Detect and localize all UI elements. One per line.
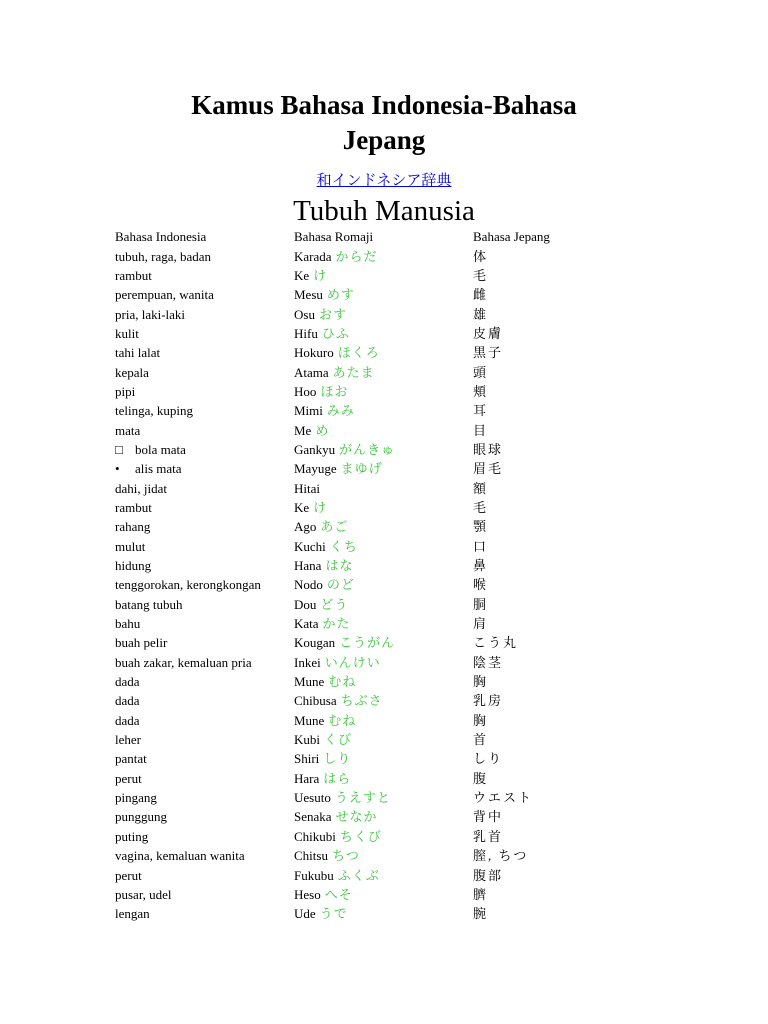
cell-romaji <box>292 807 471 826</box>
romaji-word: Mesu <box>294 287 323 303</box>
hiragana-reading: ちくび <box>339 828 382 844</box>
table-row <box>113 537 593 556</box>
table-row <box>113 478 593 497</box>
hiragana-reading: へそ <box>324 886 353 902</box>
indonesia-word: perut <box>115 770 142 786</box>
table-row <box>113 904 593 923</box>
indonesia-word: buah pelir <box>115 635 168 651</box>
romaji-word: Inkei <box>294 654 321 670</box>
cell-indonesia <box>113 285 292 304</box>
cell-romaji <box>292 420 471 439</box>
cell-jepang: 雌 <box>473 287 489 303</box>
cell-romaji <box>292 537 471 556</box>
indonesia-word: rambut <box>115 267 152 283</box>
indonesia-word: buah zakar, kemaluan pria <box>115 654 252 670</box>
indonesia-word: bola mata <box>135 441 186 457</box>
cell-jepang: 喉 <box>473 577 489 593</box>
romaji-word: Hokuro <box>294 345 334 361</box>
cell-indonesia <box>113 401 292 420</box>
table-row <box>113 846 593 865</box>
indonesia-word: pria, laki-laki <box>115 306 186 322</box>
title-line-2: Jepang <box>342 125 426 155</box>
cell-jepang: 眉毛 <box>473 461 504 477</box>
cell-jepang: 乳房 <box>473 693 504 709</box>
cell-jepang: こう丸 <box>473 635 519 651</box>
dictionary-link[interactable]: 和インドネシア辞典 <box>316 173 452 189</box>
romaji-word: Kubi <box>294 732 320 748</box>
cell-jepang: 皮膚 <box>473 325 504 341</box>
cell-romaji <box>292 749 471 768</box>
cell-romaji <box>292 614 471 633</box>
indonesia-word: dada <box>115 712 140 728</box>
romaji-word: Mimi <box>294 403 323 419</box>
cell-romaji <box>292 595 471 614</box>
cell-indonesia <box>113 865 292 884</box>
cell-romaji <box>292 401 471 420</box>
hiragana-reading: みみ <box>326 403 355 419</box>
cell-romaji <box>292 575 471 594</box>
hiragana-reading: はな <box>325 558 354 574</box>
table-row <box>113 730 593 749</box>
dictionary-link-container <box>0 171 768 191</box>
table-row <box>113 285 593 304</box>
hiragana-reading: かた <box>322 616 351 632</box>
document-title <box>0 88 768 158</box>
cell-romaji <box>292 285 471 304</box>
cell-jepang: 臍 <box>473 886 489 902</box>
cell-jepang: 体 <box>473 248 489 264</box>
indonesia-word: lengan <box>115 906 150 922</box>
cell-jepang: 陰茎 <box>473 654 504 670</box>
romaji-word: Ago <box>294 519 317 535</box>
romaji-word: Chikubi <box>294 828 336 844</box>
romaji-word: Mune <box>294 712 325 728</box>
cell-romaji <box>292 556 471 575</box>
romaji-word: Me <box>294 422 312 438</box>
table-row <box>113 672 593 691</box>
cell-romaji <box>292 904 471 923</box>
cell-jepang: 胴 <box>473 596 489 612</box>
cell-jepang: ウエスト <box>473 790 534 806</box>
table-row <box>113 865 593 884</box>
hiragana-reading: うで <box>319 906 348 922</box>
romaji-word: Osu <box>294 306 315 322</box>
hiragana-reading: どう <box>320 596 349 612</box>
table-row <box>113 614 593 633</box>
cell-romaji <box>292 304 471 323</box>
table-header-row <box>113 227 593 246</box>
cell-indonesia <box>113 769 292 788</box>
cell-romaji <box>292 517 471 536</box>
hiragana-reading: くび <box>324 732 353 748</box>
indonesia-word: pipi <box>115 383 136 399</box>
indonesia-word: rahang <box>115 519 151 535</box>
cell-romaji <box>292 382 471 401</box>
cell-indonesia <box>113 788 292 807</box>
table-row <box>113 304 593 323</box>
cell-indonesia <box>113 556 292 575</box>
table-row <box>113 595 593 614</box>
cell-jepang: 腕 <box>473 906 489 922</box>
romaji-word: Dou <box>294 596 317 612</box>
table-row <box>113 420 593 439</box>
cell-indonesia <box>113 382 292 401</box>
hiragana-reading: うえすと <box>334 790 391 806</box>
hiragana-reading: まゆげ <box>340 461 383 477</box>
header-romaji: Bahasa Romaji <box>294 229 374 245</box>
table-row <box>113 498 593 517</box>
cell-jepang: 肩 <box>473 616 489 632</box>
cell-jepang: 胸 <box>473 712 489 728</box>
indonesia-word: mulut <box>115 538 146 554</box>
cell-romaji <box>292 362 471 381</box>
hiragana-reading: ほくろ <box>337 345 380 361</box>
indonesia-word: mata <box>115 422 141 438</box>
romaji-word: Kata <box>294 616 319 632</box>
indonesia-word: hidung <box>115 558 152 574</box>
indonesia-word: telinga, kuping <box>115 403 193 419</box>
romaji-word: Hifu <box>294 325 318 341</box>
cell-jepang: 耳 <box>473 403 489 419</box>
romaji-word: Ke <box>294 267 310 283</box>
cell-jepang: 胸 <box>473 674 489 690</box>
list-bullet: □ <box>115 441 123 457</box>
romaji-word: Kougan <box>294 635 336 651</box>
romaji-word: Karada <box>294 248 332 264</box>
cell-jepang: 眼球 <box>473 441 504 457</box>
cell-indonesia <box>113 459 292 478</box>
cell-jepang: 黒子 <box>473 345 504 361</box>
indonesia-word: bahu <box>115 616 141 632</box>
list-bullet: • <box>115 461 120 477</box>
hiragana-reading: ひふ <box>321 325 350 341</box>
hiragana-reading: こうがん <box>339 635 396 651</box>
table-row <box>113 711 593 730</box>
cell-indonesia <box>113 807 292 826</box>
cell-indonesia <box>113 304 292 323</box>
romaji-word: Mayuge <box>294 461 337 477</box>
indonesia-word: dada <box>115 674 140 690</box>
indonesia-word: vagina, kemaluan wanita <box>115 848 245 864</box>
cell-jepang: 額 <box>473 480 489 496</box>
romaji-word: Shiri <box>294 751 320 767</box>
table-row <box>113 343 593 362</box>
table-row <box>113 885 593 904</box>
cell-jepang: 乳首 <box>473 828 504 844</box>
cell-indonesia <box>113 730 292 749</box>
hiragana-reading: めす <box>326 287 355 303</box>
indonesia-word: tenggorokan, kerongkongan <box>115 577 261 593</box>
cell-indonesia <box>113 595 292 614</box>
cell-jepang: 腹 <box>473 770 489 786</box>
cell-romaji <box>292 478 471 497</box>
cell-romaji <box>292 885 471 904</box>
table-row <box>113 382 593 401</box>
romaji-word: Ude <box>294 906 316 922</box>
cell-indonesia <box>113 614 292 633</box>
romaji-word: Hitai <box>294 480 320 496</box>
indonesia-word: perut <box>115 867 142 883</box>
indonesia-word: rambut <box>115 499 152 515</box>
cell-romaji <box>292 343 471 362</box>
table-row <box>113 362 593 381</box>
table-row <box>113 401 593 420</box>
romaji-word: Chibusa <box>294 693 337 709</box>
romaji-word: Ke <box>294 499 310 515</box>
cell-indonesia <box>113 420 292 439</box>
cell-romaji <box>292 266 471 285</box>
romaji-word: Kuchi <box>294 538 326 554</box>
romaji-word: Hoo <box>294 383 317 399</box>
cell-jepang: 鼻 <box>473 558 489 574</box>
table-row <box>113 691 593 710</box>
header-jepang: Bahasa Jepang <box>473 229 550 245</box>
table-row <box>113 633 593 652</box>
indonesia-word: kulit <box>115 325 139 341</box>
section-title: Tubuh Manusia <box>293 195 475 227</box>
hiragana-reading: むね <box>328 674 357 690</box>
cell-indonesia <box>113 653 292 672</box>
cell-jepang: 毛 <box>473 499 489 515</box>
hiragana-reading: ちぶさ <box>340 693 383 709</box>
indonesia-word: dahi, jidat <box>115 480 167 496</box>
cell-jepang: 毛 <box>473 267 489 283</box>
hiragana-reading: ちつ <box>331 848 360 864</box>
cell-romaji <box>292 653 471 672</box>
hiragana-reading: け <box>313 267 328 283</box>
indonesia-word: alis mata <box>135 461 182 477</box>
romaji-word: Senaka <box>294 809 332 825</box>
table-row <box>113 575 593 594</box>
hiragana-reading: のど <box>326 577 355 593</box>
cell-indonesia <box>113 440 292 459</box>
romaji-word: Heso <box>294 886 321 902</box>
cell-jepang: 頬 <box>473 383 489 399</box>
hiragana-reading: ほお <box>320 383 349 399</box>
cell-romaji <box>292 730 471 749</box>
header-indonesia: Bahasa Indonesia <box>115 229 207 245</box>
romaji-word: Chitsu <box>294 848 328 864</box>
cell-jepang: しり <box>473 751 504 767</box>
cell-romaji <box>292 498 471 517</box>
indonesia-word: dada <box>115 693 140 709</box>
indonesia-word: kepala <box>115 364 149 380</box>
vocabulary-table <box>113 227 593 923</box>
cell-romaji <box>292 846 471 865</box>
title-line-1: Kamus Bahasa Indonesia-Bahasa <box>191 90 577 120</box>
indonesia-word: tubuh, raga, badan <box>115 248 212 264</box>
cell-indonesia <box>113 343 292 362</box>
cell-indonesia <box>113 749 292 768</box>
cell-romaji <box>292 788 471 807</box>
cell-romaji <box>292 246 471 265</box>
romaji-word: Gankyu <box>294 441 336 457</box>
hiragana-reading: おす <box>318 306 347 322</box>
cell-indonesia <box>113 575 292 594</box>
cell-jepang: 膣, ちつ <box>473 848 529 864</box>
table-row <box>113 653 593 672</box>
cell-indonesia <box>113 498 292 517</box>
table-row <box>113 324 593 343</box>
hiragana-reading: け <box>313 499 328 515</box>
table-row <box>113 440 593 459</box>
hiragana-reading: ふくぶ <box>337 867 380 883</box>
cell-jepang: 頭 <box>473 364 489 380</box>
hiragana-reading: あたま <box>332 364 375 380</box>
cell-romaji <box>292 865 471 884</box>
indonesia-word: batang tubuh <box>115 596 183 612</box>
table-row <box>113 266 593 285</box>
table-row <box>113 807 593 826</box>
romaji-word: Mune <box>294 674 325 690</box>
indonesia-word: pingang <box>115 790 157 806</box>
table-row <box>113 749 593 768</box>
cell-romaji <box>292 711 471 730</box>
hiragana-reading: しり <box>323 751 352 767</box>
romaji-word: Nodo <box>294 577 323 593</box>
indonesia-word: leher <box>115 732 141 748</box>
hiragana-reading: あご <box>320 519 349 535</box>
cell-indonesia <box>113 633 292 652</box>
table-row <box>113 517 593 536</box>
cell-indonesia <box>113 846 292 865</box>
hiragana-reading: むね <box>328 712 357 728</box>
indonesia-word: pantat <box>115 751 147 767</box>
cell-romaji <box>292 827 471 846</box>
romaji-word: Atama <box>294 364 329 380</box>
cell-jepang: 雄 <box>473 306 489 322</box>
romaji-word: Uesuto <box>294 790 331 806</box>
cell-romaji <box>292 459 471 478</box>
cell-indonesia <box>113 885 292 904</box>
hiragana-reading: せなか <box>335 809 378 825</box>
romaji-word: Fukubu <box>294 867 334 883</box>
cell-jepang: 背中 <box>473 809 504 825</box>
romaji-word: Hana <box>294 558 322 574</box>
cell-indonesia <box>113 904 292 923</box>
table-row <box>113 246 593 265</box>
cell-indonesia <box>113 827 292 846</box>
cell-romaji <box>292 691 471 710</box>
indonesia-word: perempuan, wanita <box>115 287 214 303</box>
cell-jepang: 口 <box>473 538 489 554</box>
hiragana-reading: がんきゅ <box>339 441 396 457</box>
cell-romaji <box>292 324 471 343</box>
table-row <box>113 788 593 807</box>
cell-romaji <box>292 440 471 459</box>
hiragana-reading: からだ <box>335 248 378 264</box>
table-row <box>113 827 593 846</box>
table-row <box>113 556 593 575</box>
indonesia-word: tahi lalat <box>115 345 161 361</box>
cell-indonesia <box>113 324 292 343</box>
indonesia-word: punggung <box>115 809 167 825</box>
cell-indonesia <box>113 537 292 556</box>
cell-jepang: 腹部 <box>473 867 504 883</box>
table-row <box>113 769 593 788</box>
cell-indonesia <box>113 691 292 710</box>
cell-indonesia <box>113 517 292 536</box>
indonesia-word: pusar, udel <box>115 886 172 902</box>
cell-indonesia <box>113 478 292 497</box>
table-row <box>113 459 593 478</box>
cell-indonesia <box>113 711 292 730</box>
cell-romaji <box>292 769 471 788</box>
cell-indonesia <box>113 362 292 381</box>
vocabulary-table-body <box>113 246 593 923</box>
romaji-word: Hara <box>294 770 320 786</box>
cell-indonesia <box>113 672 292 691</box>
cell-romaji <box>292 633 471 652</box>
indonesia-word: puting <box>115 828 149 844</box>
hiragana-reading: はら <box>323 770 352 786</box>
cell-jepang: 首 <box>473 732 489 748</box>
cell-romaji <box>292 672 471 691</box>
cell-jepang: 目 <box>473 422 489 438</box>
cell-jepang: 顎 <box>473 519 489 535</box>
hiragana-reading: くち <box>329 538 358 554</box>
hiragana-reading: いんけい <box>324 654 381 670</box>
cell-indonesia <box>113 246 292 265</box>
cell-indonesia <box>113 266 292 285</box>
hiragana-reading: め <box>315 422 330 438</box>
